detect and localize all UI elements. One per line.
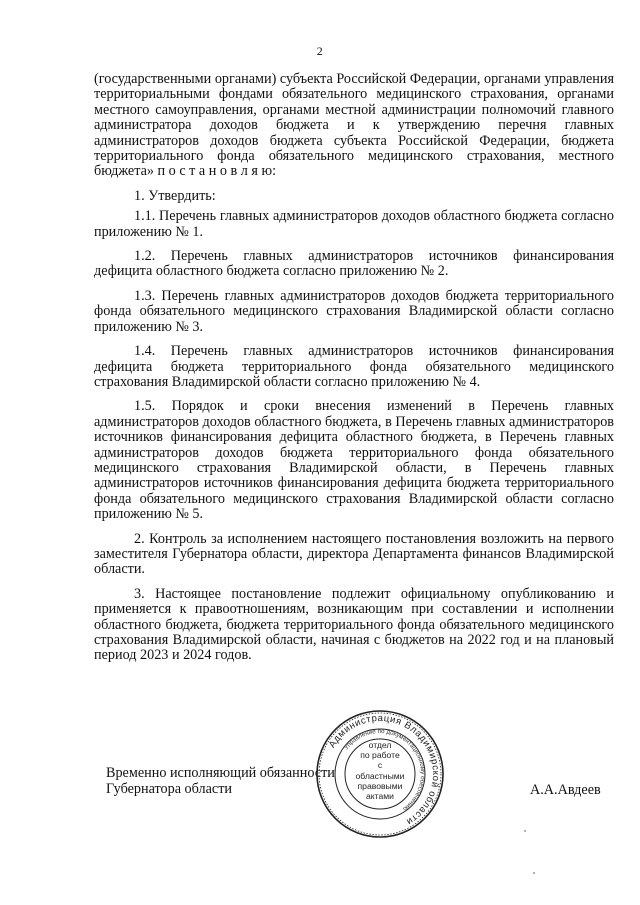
- signature-position-line2: Губернатора области: [106, 781, 232, 797]
- stamp-center-text: отдел по работе с областными правовыми актами: [355, 740, 405, 802]
- signatory-name: А.А.Авдеев: [530, 782, 601, 798]
- preamble-paragraph: (государственными органами) субъекта Российской Федерации, органами управления территориальными фондами обязательного медицинского страхования, органами местного самоуправления, органами местной администрации полномочий главного администратора доходов бюджета и к утверждению перечня главных администраторов доходов бюджета субъекта Российской Федерации, бюджета территориального фонда обязательного медицинского страхования, местного бюджета» п о с т а н о в л я ю:: [94, 71, 614, 180]
- stamp-outer-text: Администрация Владимирской области: [326, 712, 442, 828]
- clause-1-1: 1.1. Перечень главных администраторов доходов областного бюджета согласно приложению № 1.: [94, 208, 614, 240]
- signature-position-line1: Временно исполняющий обязанности: [106, 765, 335, 781]
- clause-1-2: 1.2. Перечень главных администраторов источников финансирования дефицита областного бюджета согласно приложению № 2.: [94, 248, 614, 280]
- document-body: [94, 72, 614, 673]
- clause-1-5: 1.5. Порядок и сроки внесения изменений в Перечень главных администраторов доходов областного бюджета, в Перечень главных администраторов источников финансирования дефицита областного бюджета, в Перечень главных администраторов доходов бюджета территориального фонда обязательного медицинского страхования Владимирской области, в Перечень главных администраторов источников финансирования дефицита бюджета территориального фонда обязательного медицинского страхования Владимирской области согласно приложению № 5.: [94, 398, 614, 523]
- stamp-inner-text: Управление по документационному обеспечению: [342, 727, 427, 813]
- signature-position: [106, 765, 335, 797]
- official-stamp: [314, 708, 446, 840]
- clause-3: 3. Настоящее постановление подлежит официальному опубликованию и применяется к правоотношениям, возникающим при составлении и исполнении областного бюджета, бюджета территориального фонда обязательного медицинского страхования Владимирской области, начиная с бюджетов на 2022 год и на плановый период 2023 и 2024 годов.: [94, 585, 614, 664]
- scan-speck: [533, 872, 535, 874]
- clause-1: 1. Утвердить:: [134, 187, 216, 204]
- scan-speck: [524, 830, 526, 832]
- clause-1-4: 1.4. Перечень главных администраторов источников финансирования дефицита бюджета территориального фонда обязательного медицинского страхования Владимирской области согласно приложению № 4.: [94, 343, 614, 390]
- page-number: 2: [316, 44, 324, 58]
- clause-2: 2. Контроль за исполнением настоящего постановления возложить на первого заместителя Губернатора области, директора Департамента финансов Владимирской области.: [94, 530, 614, 578]
- clause-1-3: 1.3. Перечень главных администраторов доходов бюджета территориального фонда обязательного медицинского страхования Владимирской области согласно приложению № 3.: [94, 287, 614, 335]
